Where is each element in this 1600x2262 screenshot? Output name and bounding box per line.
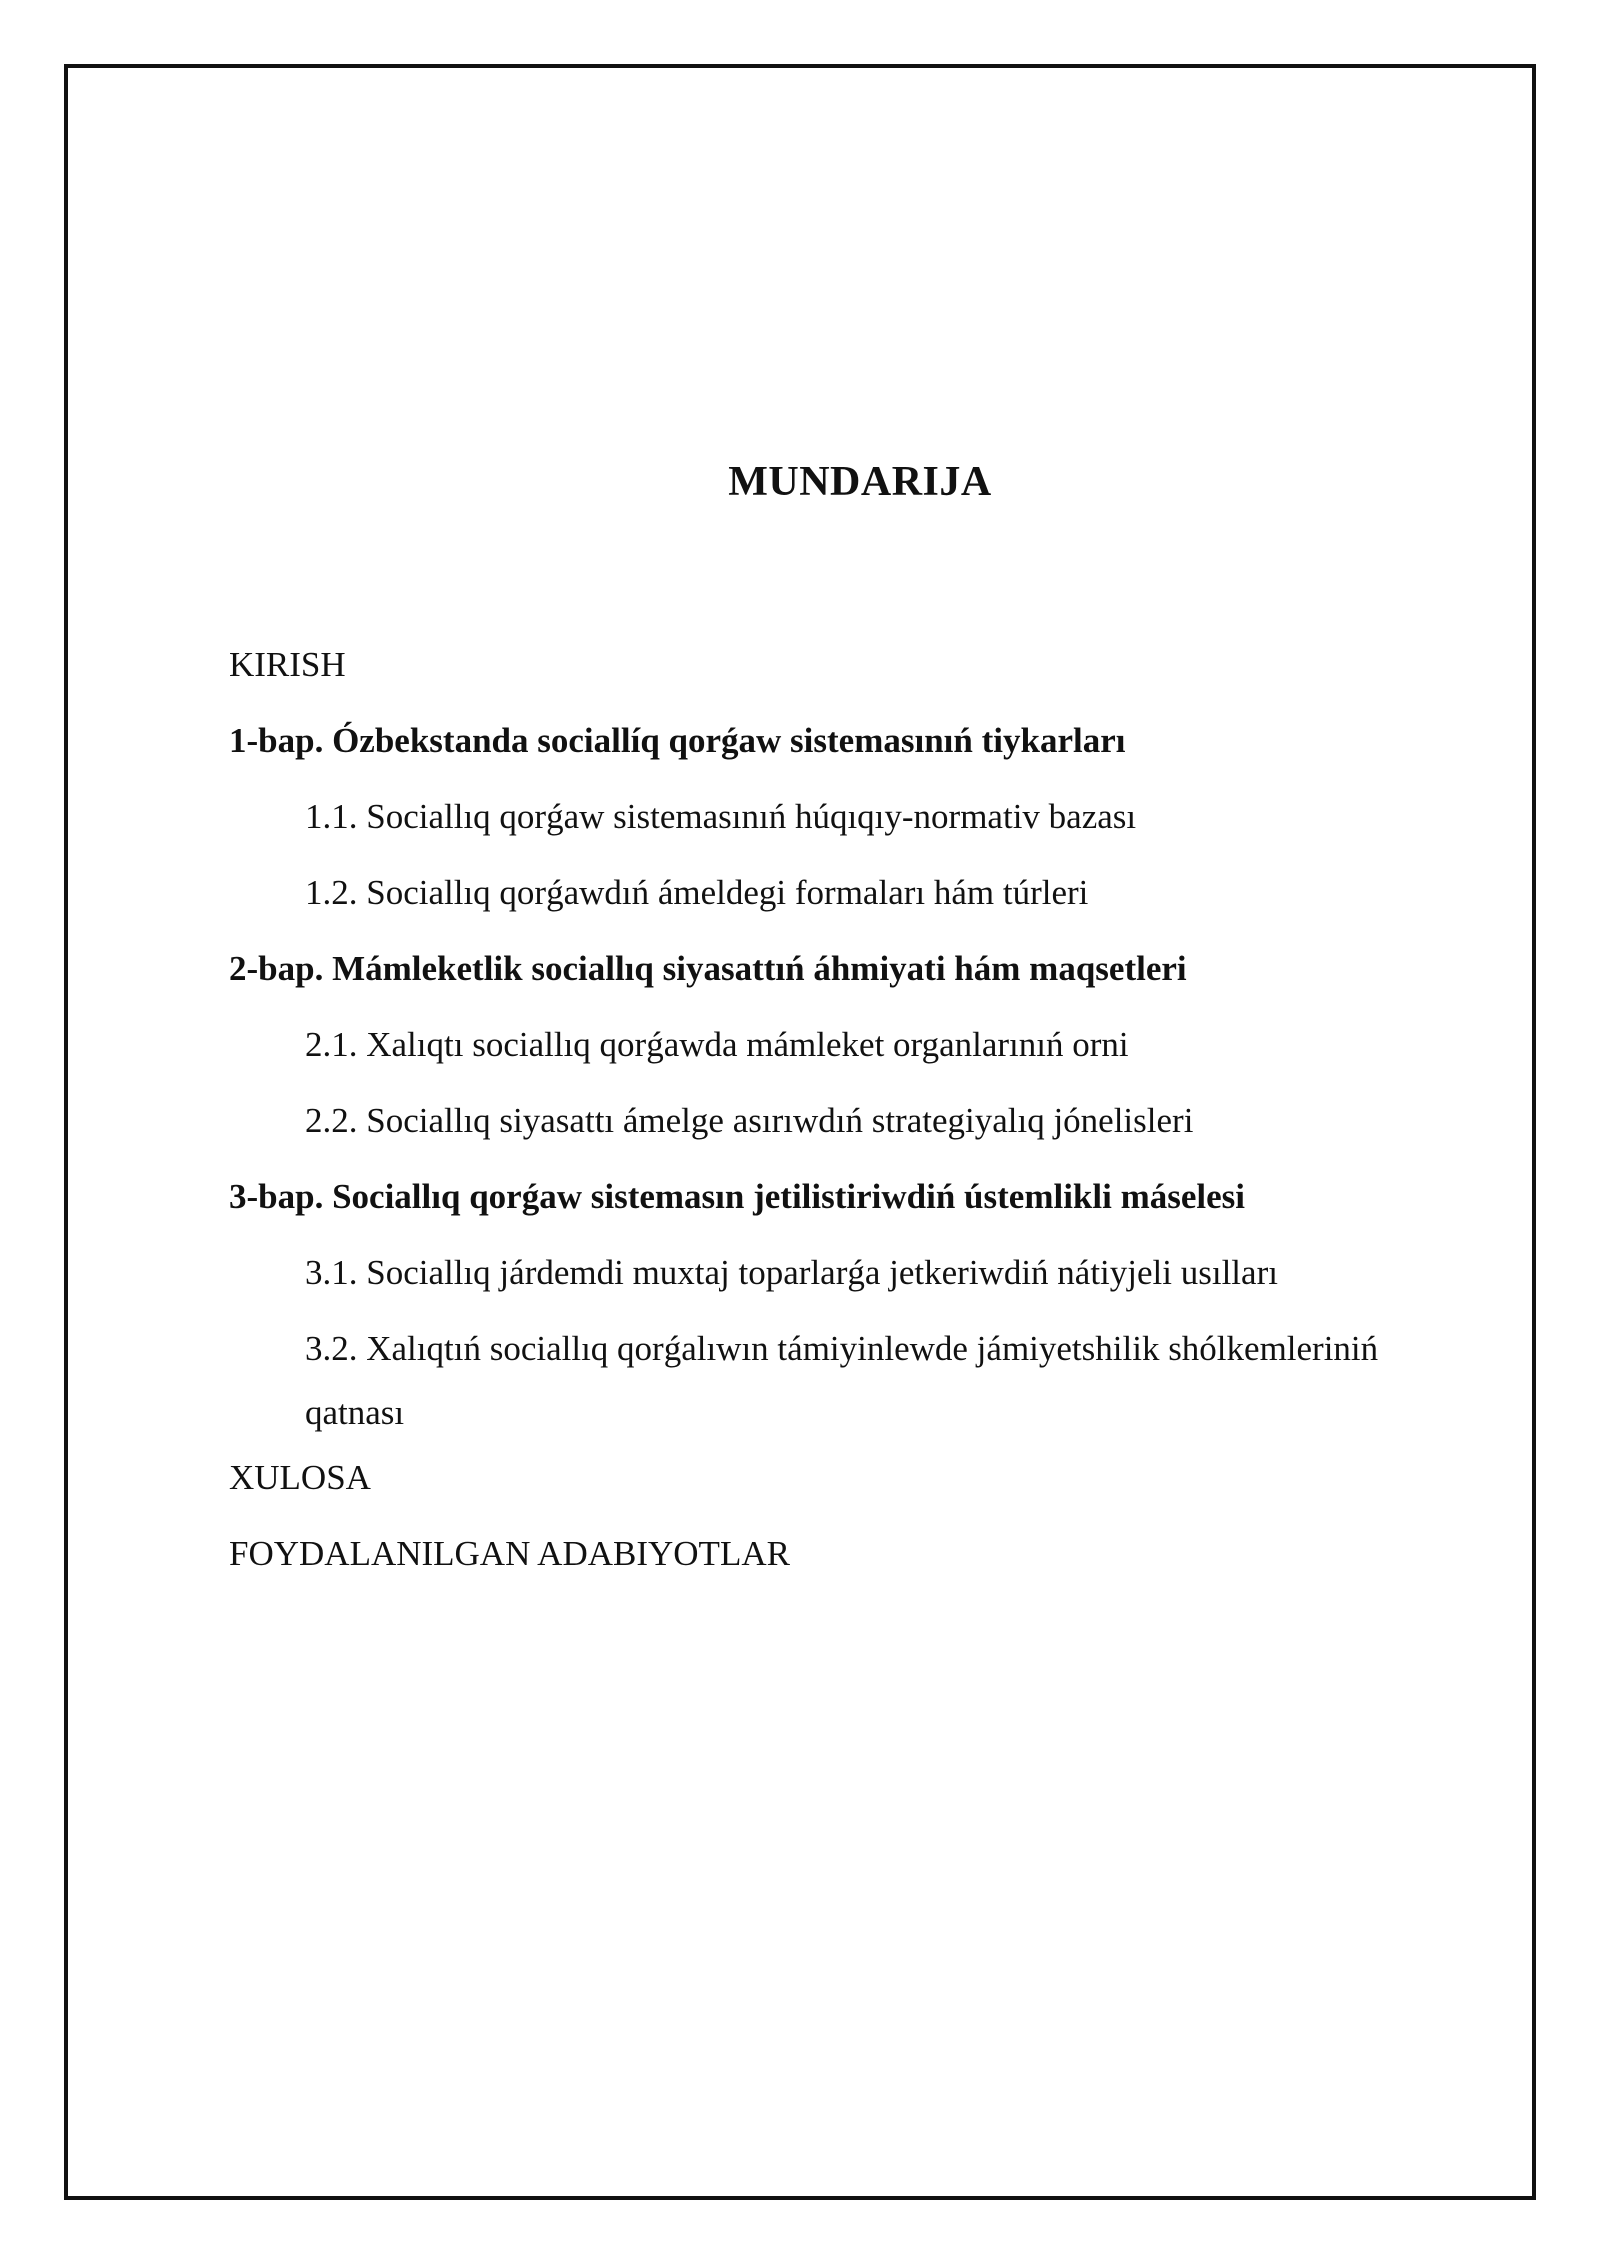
toc-entry-references: FOYDALANILGAN ADABIYOTLAR <box>229 1534 790 1573</box>
page-title: MUNDARIJA <box>728 459 992 505</box>
toc-section-3-2: 3.2. Xalıqtıń sociallıq qorǵalıwın támiyinlewde jámiyetshilik shólkemleriniń qatnası <box>305 1329 1379 1432</box>
toc-section-1-2: 1.2. Sociallıq qorǵawdıń ámeldegi formaları hám túrleri <box>305 873 1089 912</box>
toc-section-2-1: 2.1. Xalıqtı sociallıq qorǵawda mámleket organlarınıń orni <box>305 1025 1129 1064</box>
toc-entry-conclusion: XULOSA <box>229 1458 371 1497</box>
toc-chapter-2: 2-bap. Mámleketlik sociallıq siyasattıń áhmiyati hám maqsetleri <box>229 949 1187 988</box>
toc-chapter-1: 1-bap. Ózbekstanda sociallíq qorǵaw sistemasınıń tiykarları <box>229 721 1126 760</box>
toc-entry-introduction: KIRISH <box>229 645 346 684</box>
toc-section-2-2: 2.2. Sociallıq siyasattı ámelge asırıwdıń strategiyalıq jónelisleri <box>305 1101 1194 1140</box>
toc-section-1-1: 1.1. Sociallıq qorǵaw sistemasınıń húqıqıy-normativ bazası <box>305 797 1137 836</box>
toc-chapter-3: 3-bap. Sociallıq qorǵaw sistemasın jetilistiriwdiń ústemlikli máselesi <box>229 1177 1246 1216</box>
toc-section-3-1: 3.1. Sociallıq járdemdi muxtaj toparlarǵa jetkeriwdiń nátiyjeli usılları <box>305 1253 1278 1292</box>
table-of-contents <box>229 640 1479 1605</box>
